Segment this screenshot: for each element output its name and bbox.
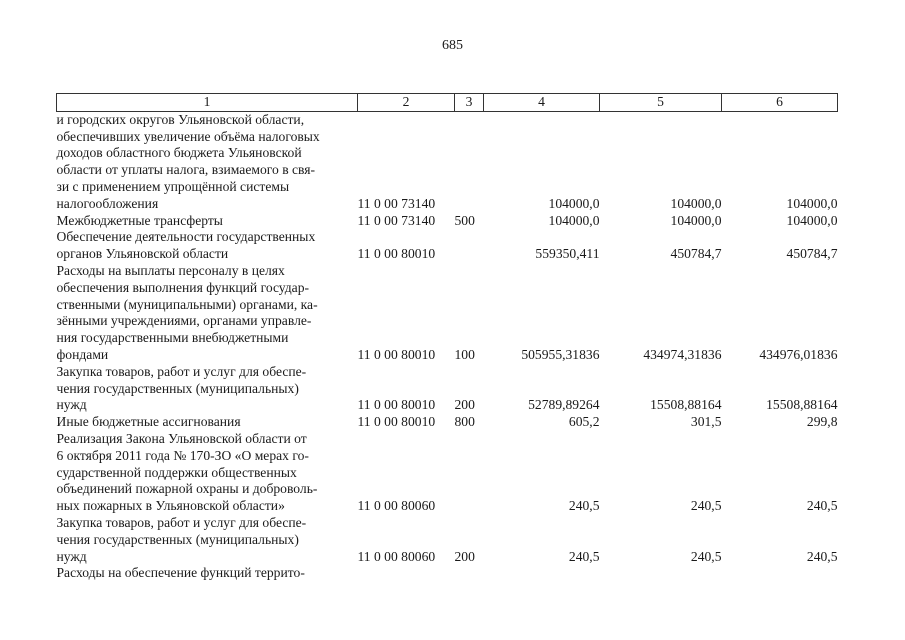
row-value-5: 240,5 [690,548,722,564]
row-name [57,414,358,431]
row-value-4: 240,5 [568,498,600,514]
row-name-line: и городских округов Ульяновской области, [56,111,305,127]
row-value-5: 104000,0 [670,212,722,228]
row-name-line: области от уплаты налога, взимаемого в свя- [56,162,316,178]
row-name-line: органов Ульяновской области [56,246,229,262]
row-expense-type [455,431,484,515]
row-name [57,364,358,414]
table-row [57,565,838,582]
table-row [57,364,838,414]
row-name-line: ния государственными внебюджетными [56,330,289,346]
row-expense-type [455,565,484,582]
row-name [57,213,358,230]
row-name-line: ных пожарных в Ульяновской области» [56,498,285,514]
table-row [57,515,838,565]
row-name-line: объединений пожарной охраны и доброволь- [56,481,318,497]
table-row [57,213,838,230]
row-name-line: Реализация Закона Ульяновской области от [56,430,307,446]
table-row [57,414,838,431]
row-name [57,263,358,364]
table-row [57,111,838,212]
row-name-line: зи с применением упрощённой системы [56,178,290,194]
row-code [358,565,455,582]
row-name-line: нужд [56,397,87,413]
row-value-5: 301,5 [690,414,722,430]
row-code: 11 0 00 73140 [357,212,436,228]
row-value-6: 240,5 [806,498,838,514]
row-name-line: 6 октября 2011 года № 170-ЗО «О мерах го- [56,447,309,463]
row-code: 11 0 00 73140 [357,195,436,211]
row-name [57,229,358,263]
row-code: 11 0 00 80010 [357,246,436,262]
row-expense-type [455,111,484,212]
row-code: 11 0 00 80010 [357,346,436,362]
row-name-line: Закупка товаров, работ и услуг для обеспе- [56,363,307,379]
row-name-line: ственными (муниципальными) органами, ка- [56,296,318,312]
row-value-5: 434974,31836 [643,346,722,362]
row-value-6: 104000,0 [786,212,838,228]
row-code: 11 0 00 80060 [357,548,436,564]
row-name-line: Расходы на выплаты персоналу в целях [56,262,285,278]
row-code: 11 0 00 80010 [357,397,436,413]
column-header-3: 3 [455,94,484,112]
row-value-4: 559350,411 [535,246,600,262]
row-name-line: Закупка товаров, работ и услуг для обеспе- [56,514,307,530]
row-value-4: 104000,0 [548,195,600,211]
row-name-line: Иные бюджетные ассигнования [56,414,241,430]
table-header [57,94,838,112]
row-value-4: 605,2 [568,414,600,430]
table-row [57,229,838,263]
row-expense-type: 200 [454,548,475,564]
row-value-4: 52789,89264 [528,397,600,413]
row-expense-type: 200 [454,397,475,413]
row-name-line: обеспечивших увеличение объёма налоговых [56,128,320,144]
row-name [57,515,358,565]
row-value-6: 434976,01836 [759,346,838,362]
row-name-line: Расходы на обеспечение функций террито- [56,565,305,581]
row-name [57,431,358,515]
table-body [57,111,838,582]
row-name-line: обеспечения выполнения функций государ- [56,279,310,295]
row-expense-type [455,229,484,263]
row-name-line: сударственной поддержки общественных [56,464,297,480]
row-name-line: зёнными учреждениями, органами управле- [56,313,312,329]
column-header-5: 5 [600,94,722,112]
column-header-4: 4 [484,94,600,112]
row-value-4 [484,565,600,582]
column-header-1: 1 [57,94,358,112]
row-value-6 [722,565,838,582]
header-row [57,94,838,112]
row-value-4: 240,5 [568,548,600,564]
row-name [57,565,358,582]
column-header-6: 6 [722,94,838,112]
row-name-line: Межбюджетные трансферты [56,212,223,228]
table-row [57,431,838,515]
budget-table [56,93,838,582]
row-name-line: Обеспечение деятельности государственных [56,229,316,245]
row-name-line: фондами [56,346,109,362]
row-code: 11 0 00 80010 [357,414,436,430]
page-number: 685 [442,38,463,53]
row-code: 11 0 00 80060 [357,498,436,514]
row-value-5: 15508,88164 [650,397,722,413]
row-name-line: чения государственных (муниципальных) [56,380,299,396]
row-value-6: 299,8 [806,414,838,430]
row-value-4: 104000,0 [548,212,600,228]
table-row [57,263,838,364]
row-name-line: налогообложения [56,195,159,211]
row-value-6: 240,5 [806,548,838,564]
row-name-line: доходов областного бюджета Ульяновской [56,145,302,161]
row-value-4: 505955,31836 [521,346,600,362]
column-header-2: 2 [358,94,455,112]
row-value-6: 15508,88164 [766,397,838,413]
row-value-5: 104000,0 [670,195,722,211]
row-value-5: 240,5 [690,498,722,514]
row-value-6: 104000,0 [786,195,838,211]
row-name [57,111,358,212]
row-value-5 [600,565,722,582]
row-value-5: 450784,7 [670,246,722,262]
row-value-6: 450784,7 [786,246,838,262]
row-expense-type: 500 [454,212,475,228]
row-name-line: нужд [56,548,87,564]
row-expense-type: 100 [454,346,475,362]
row-name-line: чения государственных (муниципальных) [56,531,299,547]
row-expense-type: 800 [454,414,475,430]
